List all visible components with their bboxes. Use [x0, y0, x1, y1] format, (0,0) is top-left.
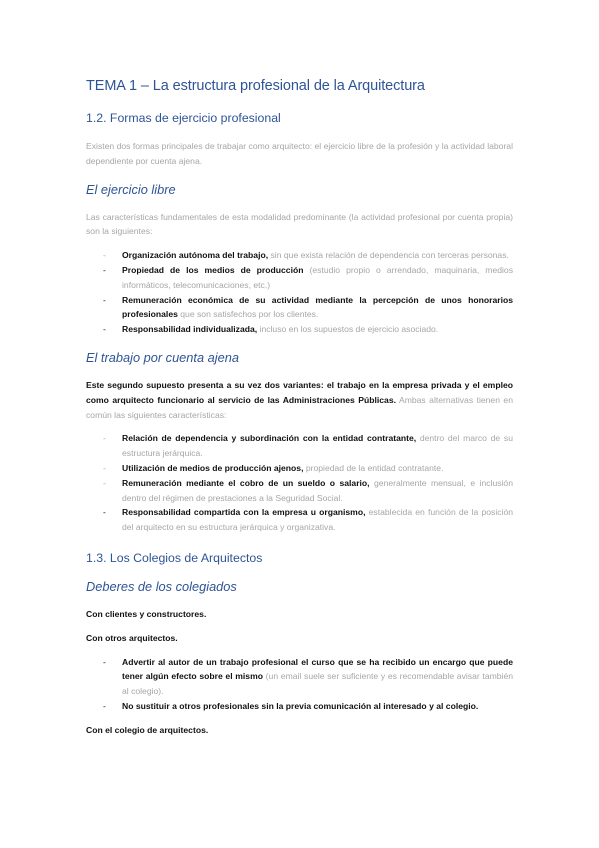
list-item: - Responsabilidad individualizada, incluso en los supuestos de ejercicio asociado.: [103, 324, 439, 335]
list-item: - Organización autónoma del trabajo, sin que exista relación de dependencia con terceras personas.: [103, 250, 509, 261]
list-item: - Utilización de medios de producción ajenos, propiedad de la entidad contratante.: [103, 462, 444, 473]
deberes-line-arquitectos: Con otros arquitectos.: [86, 632, 178, 643]
subheading-ejercicio-libre: El ejercicio libre: [86, 181, 176, 197]
section-heading-1-3: 1.3. Los Colegios de Arquitectos: [86, 550, 263, 565]
subheading-cuenta-ajena: El trabajo por cuenta ajena: [86, 349, 239, 365]
list-item: - Advertir al autor de un trabajo profesional el curso que se ha recibido un encargo que puede tener algún efecto sobre el mismo (un email suele ser suficiente y es recomendable avisar también al colegio).: [103, 656, 513, 697]
section-intro: Existen dos formas principales de trabajar como arquitecto: el ejercicio libre de la profesión y la actividad laboral dependiente por cuenta ajena.: [86, 141, 513, 166]
list-item: - No sustituir a otros profesionales sin la previa comunicación al interesado y al colegio.: [103, 700, 479, 711]
section-heading-1-2: 1.2. Formas de ejercicio profesional: [86, 111, 281, 125]
libre-intro: Las características fundamentales de esta modalidad predominante (la actividad profesional por cuenta propia) son la siguientes:: [86, 211, 513, 237]
ajena-list: [86, 431, 513, 535]
list-item: - Remuneración mediante el cobro de un sueldo o salario, generalmente mensual, e inclusión dentro del régimen de prestaciones a la Seguridad Social.: [103, 477, 513, 503]
subheading-deberes: Deberes de los colegiados: [86, 578, 237, 594]
libre-list: [86, 248, 513, 337]
deberes-line-clientes: Con clientes y constructores.: [86, 608, 207, 619]
deberes-list: [86, 655, 513, 714]
ajena-intro: Este segundo supuesto presenta a su vez dos variantes: el trabajo en la empresa privada y el empleo como arquitecto funcionario al servicio de las Administraciones Públicas. Ambas alternativas tienen en común las siguientes características:: [86, 379, 513, 420]
deberes-line-colegio: Con el colegio de arquitectos.: [86, 724, 209, 735]
list-item: - Propiedad de los medios de producción (estudio propio o arrendado, maquinaria, medios informáticos, telecomunicaciones, etc.): [103, 264, 513, 290]
list-item: - Relación de dependencia y subordinación con la entidad contratante, dentro del marco de su estructura jerárquica.: [103, 433, 513, 459]
page-title: TEMA 1 – La estructura profesional de la Arquitectura: [86, 78, 425, 94]
list-item: - Responsabilidad compartida con la empresa u organismo, establecida en función de la posición del arquitecto en su estructura jerárquica y organizativa.: [103, 507, 513, 533]
list-item: - Remuneración económica de su actividad mediante la percepción de unos honorarios profesionales que son satisfechos por los clientes.: [103, 294, 513, 320]
